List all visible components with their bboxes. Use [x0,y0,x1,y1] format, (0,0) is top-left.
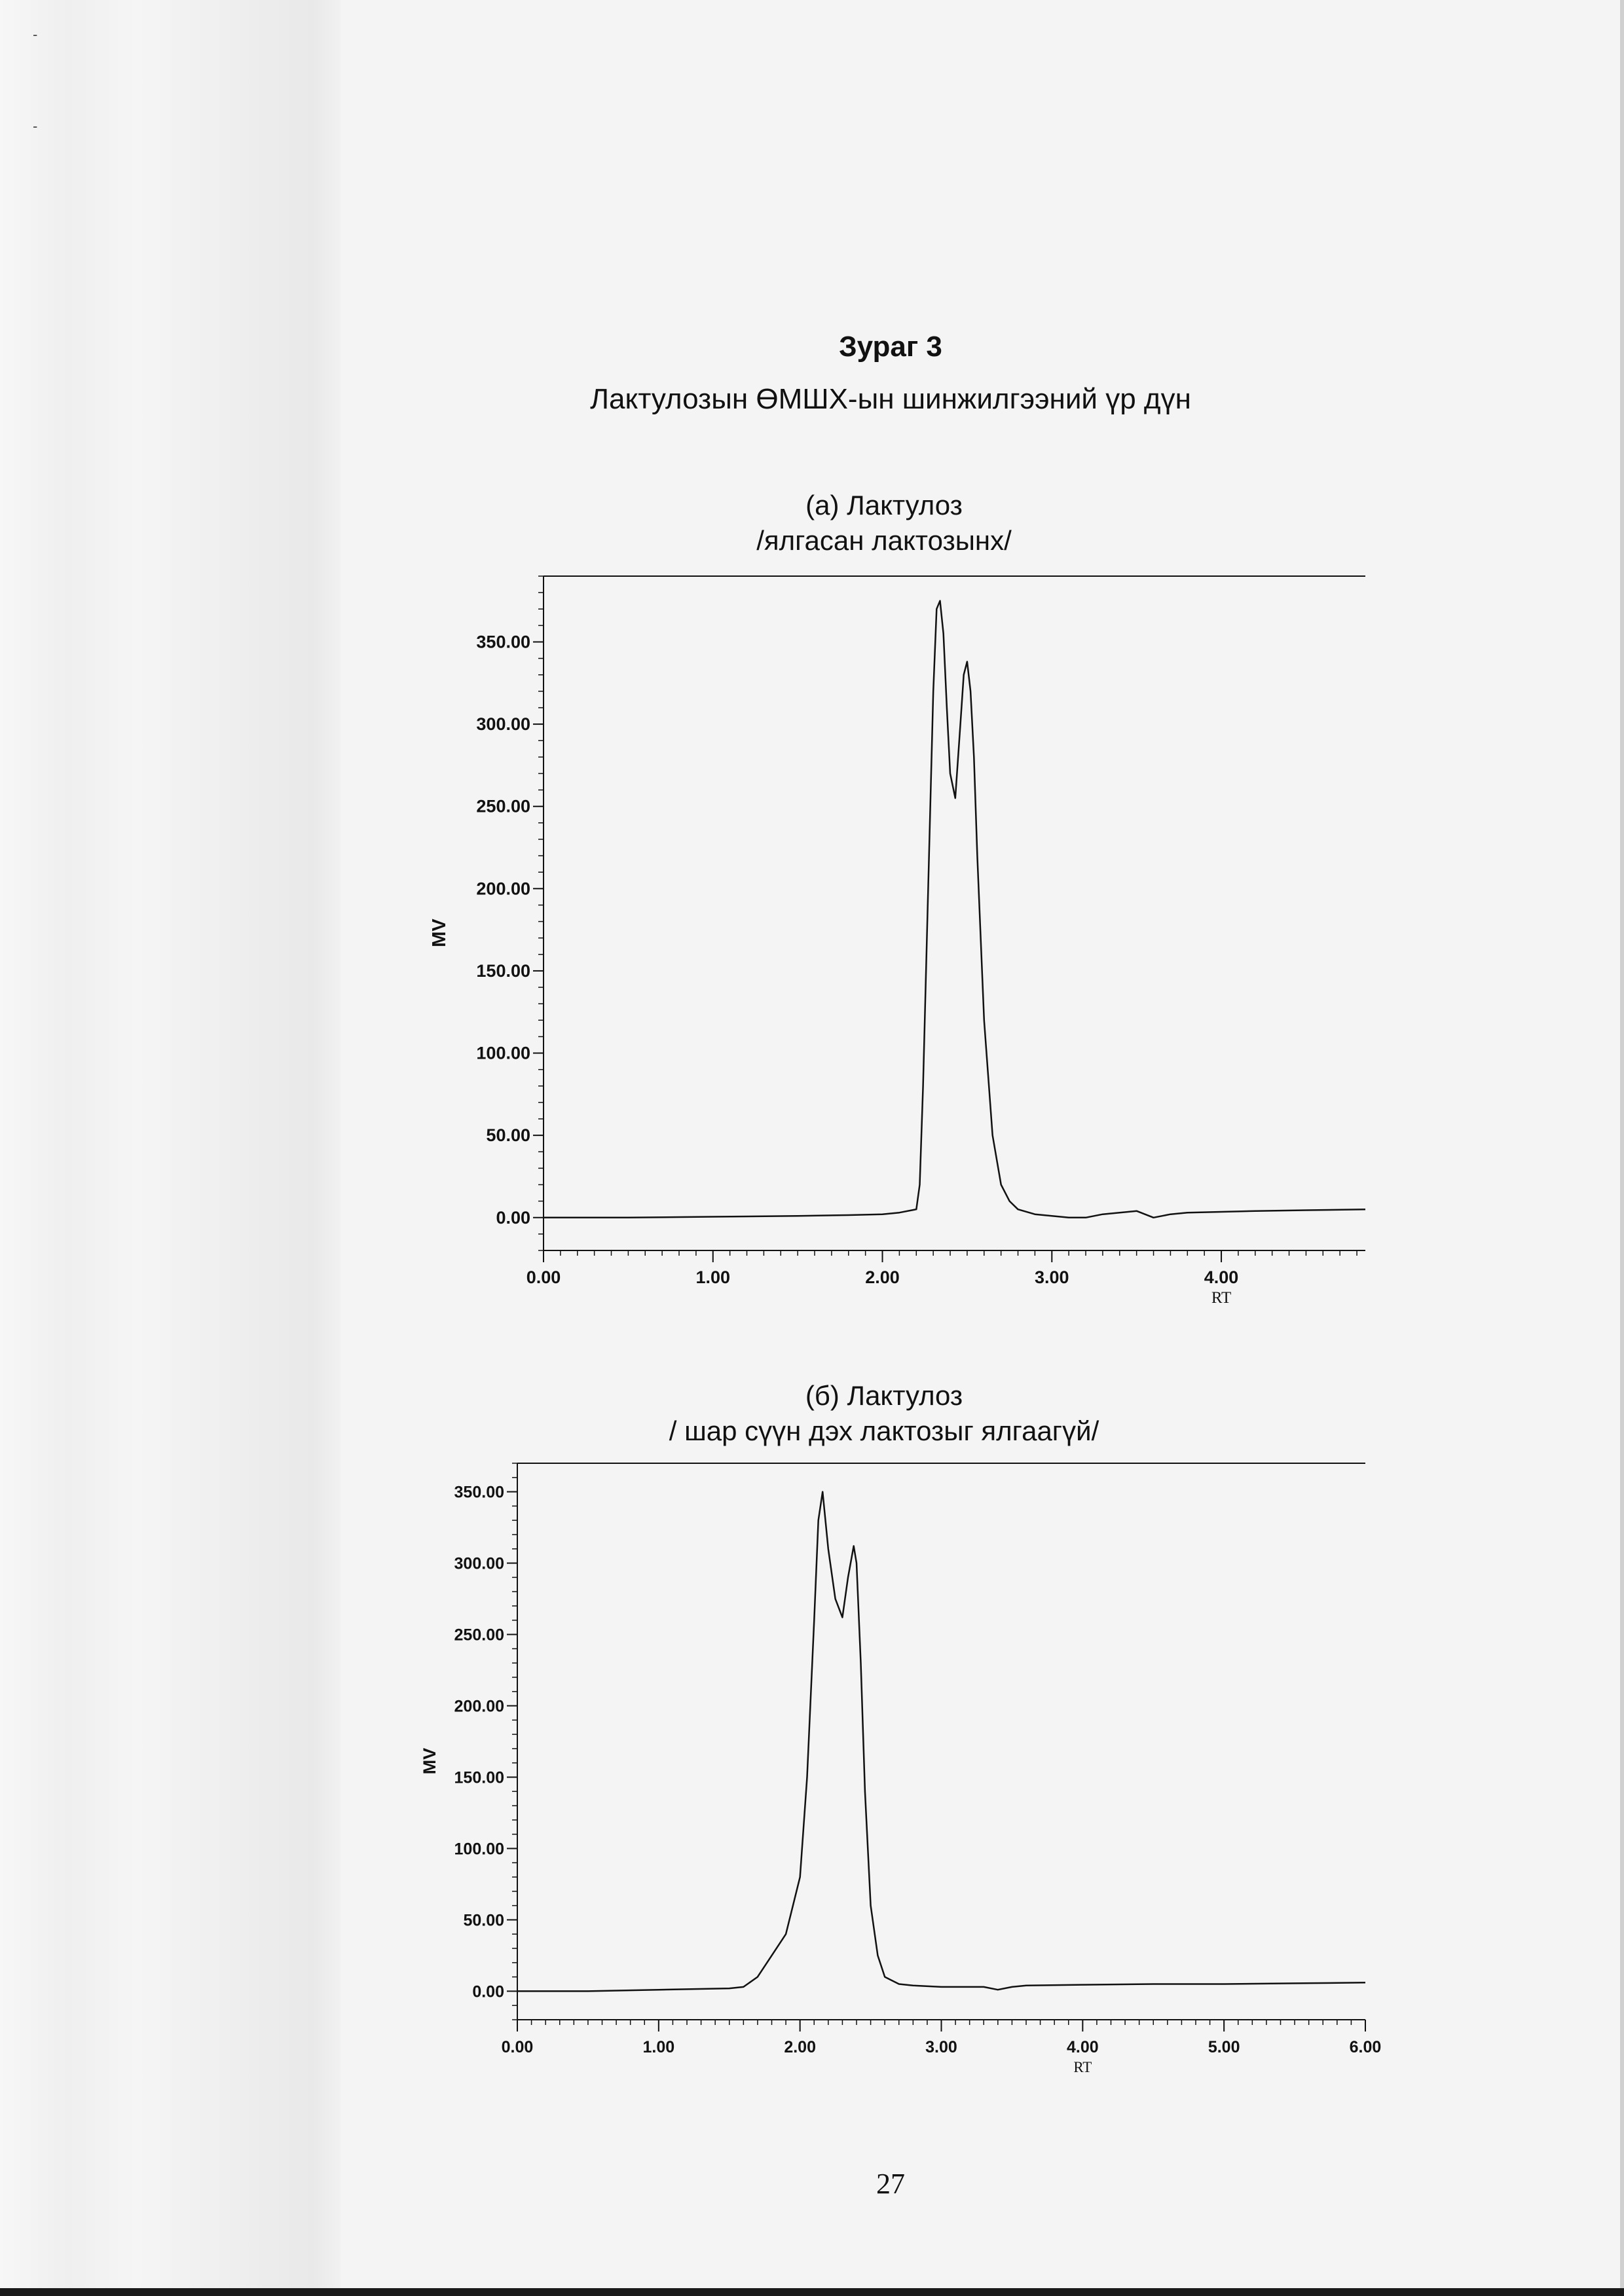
scan-mark-top: ‐ [33,26,38,43]
y-tick-label: 150.00 [476,960,530,981]
y-tick-label: 100.00 [454,1840,504,1859]
y-tick-label: 300.00 [476,714,530,735]
chart-a-caption-line2: /ялгасан лактозынх/ [756,525,1012,556]
x-tick-label: 5.00 [1208,2038,1240,2056]
y-tick-label: 50.00 [463,1911,504,1930]
y-tick-label: 200.00 [454,1697,504,1716]
scan-bottom-edge [0,2288,1624,2296]
x-tick-label: 0.00 [501,2038,534,2056]
y-tick-label: 0.00 [472,1982,504,2001]
figure-title: Зураг 3 [839,331,942,363]
x-tick-label: 1.00 [642,2038,675,2056]
chart-b-caption-line2: / шар сүүн дэх лактозыг ялгаагүй/ [669,1415,1099,1446]
x-tick-label: 6.00 [1349,2038,1382,2056]
chromatogram-trace [517,1492,1365,1992]
y-tick-label: 250.00 [454,1626,504,1645]
chart-b-caption-line1: (б) Лактулоз [805,1380,963,1411]
x-tick-label: 0.00 [526,1267,561,1287]
y-tick-label: 100.00 [476,1043,530,1063]
y-axis-title: MV [420,1747,439,1775]
y-axis-title: MV [429,919,450,947]
y-tick-label: 250.00 [476,796,530,816]
x-axis-title: RT [1073,2059,1092,2075]
x-tick-label: 3.00 [1035,1267,1069,1287]
figure-subtitle: Лактулозын ӨМШХ-ын шинжилгээний үр дүн [590,383,1191,415]
chart-a-caption-line1: (а) Лактулоз [805,490,963,520]
y-tick-label: 350.00 [476,632,530,652]
x-tick-label: 4.00 [1066,2038,1099,2056]
scan-mark-lower: ‐ [33,118,38,134]
x-tick-label: 2.00 [865,1267,900,1287]
y-tick-label: 50.00 [486,1125,530,1146]
x-tick-label: 4.00 [1204,1267,1239,1287]
x-tick-label: 3.00 [925,2038,957,2056]
x-axis-title: RT [1211,1289,1232,1307]
y-tick-label: 150.00 [454,1768,504,1787]
x-tick-label: 1.00 [695,1267,731,1287]
y-tick-label: 300.00 [454,1554,504,1573]
y-tick-label: 350.00 [454,1483,504,1502]
page-number: 27 [876,2168,905,2200]
y-tick-label: 200.00 [476,879,530,899]
x-tick-label: 2.00 [784,2038,817,2056]
y-tick-label: 0.00 [496,1207,530,1228]
